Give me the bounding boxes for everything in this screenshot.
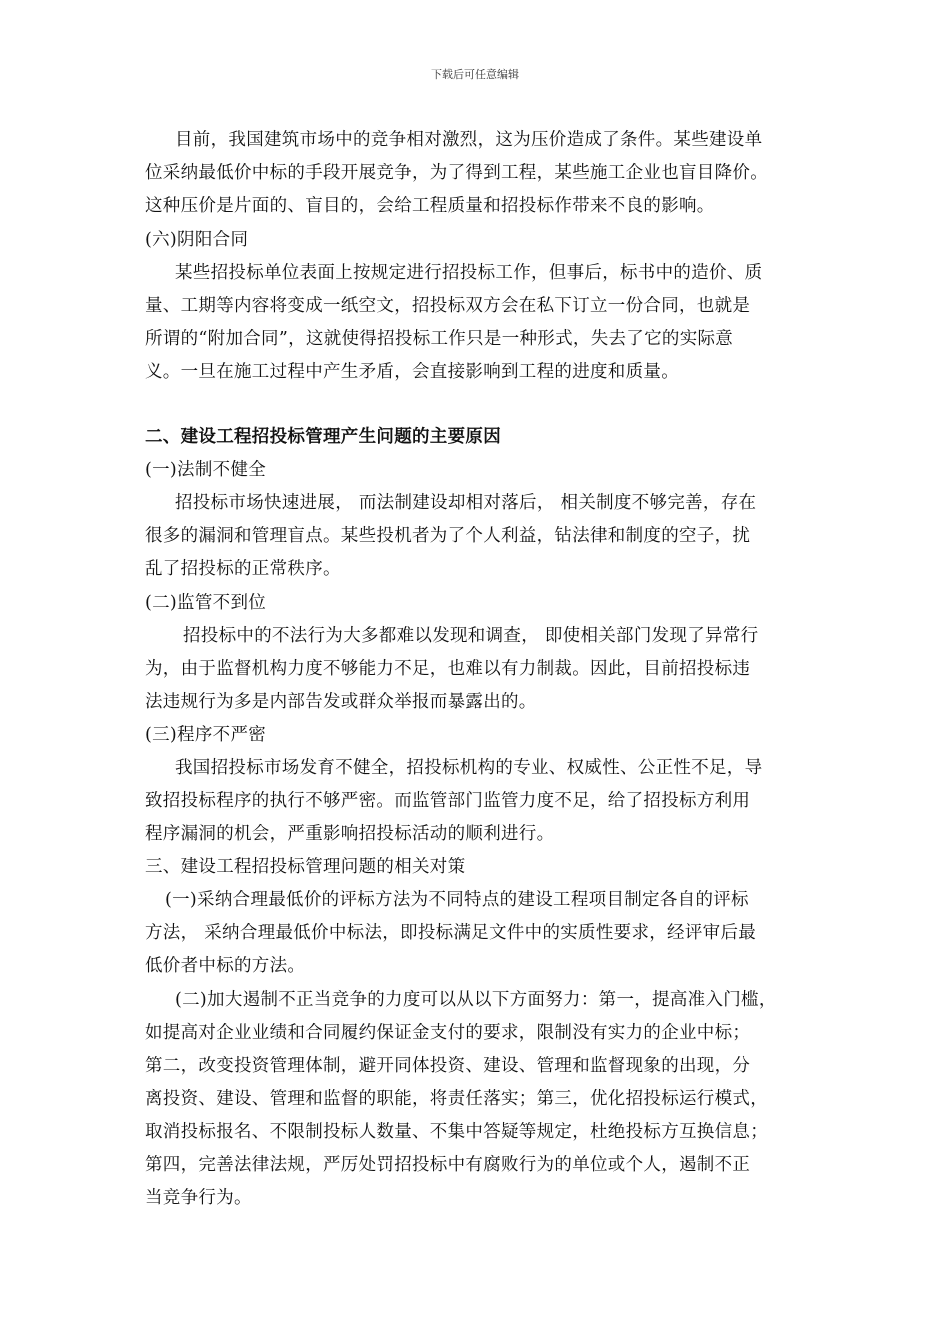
para-line: 第四，完善法律法规，严厉处罚招投标中有腐败行为的单位或个人，遏制不正 <box>145 1155 751 1175</box>
para-line: 当竞争行为。 <box>145 1188 252 1208</box>
section-heading: (二)监管不到位 <box>145 593 267 613</box>
para-line: 如提高对企业业绩和合同履约保证金支付的要求，限制没有实力的企业中标； <box>145 1023 751 1043</box>
chapter-heading: 二、建设工程招投标管理产生问题的主要原因 <box>145 427 501 447</box>
para-line: 某些招投标单位表面上按规定进行招投标工作，但事后，标书中的造价、质 <box>175 263 763 283</box>
para-line: 所谓的“附加合同”，这就使得招投标工作只是一种形式，失去了它的实际意 <box>145 329 734 349</box>
section-heading: (六)阴阳合同 <box>145 230 249 250</box>
para-line: 方法， 采纳合理最低价中标法，即投标满足文件中的实质性要求，经评审后最 <box>145 923 757 943</box>
para-line: 乱了招投标的正常秩序。 <box>145 559 341 579</box>
para-line: 为，由于监督机构力度不够能力不足，也难以有力制裁。因此，目前招投标违 <box>145 659 751 679</box>
para-line: 取消投标报名、不限制投标人数量、不集中答疑等规定，杜绝投标方互换信息； <box>145 1122 768 1142</box>
para-line: 招投标市场快速进展， 而法制建设却相对落后， 相关制度不够完善，存在 <box>175 493 757 513</box>
para-line: 致招投标程序的执行不够严密。而监管部门监管力度不足，给了招投标方利用 <box>145 791 751 811</box>
para-line: 离投资、建设、管理和监督的职能，将责任落实；第三，优化招投标运行模式， <box>145 1089 768 1109</box>
para-line: 招投标中的不法行为大多都难以发现和调查， 即使相关部门发现了异常行 <box>183 626 759 646</box>
para-line: 很多的漏洞和管理盲点。某些投机者为了个人利益，钻法律和制度的空子，扰 <box>145 526 751 546</box>
section-heading: (三)程序不严密 <box>145 725 267 745</box>
section-heading: (一)法制不健全 <box>145 460 267 480</box>
para-line: 低价者中标的方法。 <box>145 956 306 976</box>
para-line: 程序漏洞的机会，严重影响招投标活动的顺利进行。 <box>145 824 555 844</box>
para-line: (一)采纳合理最低价的评标方法为不同特点的建设工程项目制定各自的评标 <box>165 890 749 910</box>
para-line: (二)加大遏制不正当竞争的力度可以从以下方面努力：第一，提高准入门槛， <box>175 990 777 1010</box>
para-line: 第二，改变投资管理体制，避开同体投资、建设、管理和监督现象的出现，分 <box>145 1056 751 1076</box>
para-line: 我国招投标市场发育不健全，招投标机构的专业、权威性、公正性不足，导 <box>175 758 763 778</box>
para-line: 目前，我国建筑市场中的竞争相对激烈，这为压价造成了条件。某些建设单 <box>175 130 763 150</box>
page-header: 下载后可任意编辑 <box>431 68 519 81</box>
para-line: 位采纳最低价中标的手段开展竞争，为了得到工程，某些施工企业也盲目降价。 <box>145 163 768 183</box>
para-line: 法违规行为多是内部告发或群众举报而暴露出的。 <box>145 692 537 712</box>
para-line: 量、工期等内容将变成一纸空文，招投标双方会在私下订立一份合同，也就是 <box>145 296 751 316</box>
chapter-heading: 三、建设工程招投标管理问题的相关对策 <box>145 857 466 877</box>
para-line: 这种压价是片面的、盲目的，会给工程质量和招投标作带来不良的影响。 <box>145 196 715 216</box>
para-line: 义。一旦在施工过程中产生矛盾，会直接影响到工程的进度和质量。 <box>145 362 679 382</box>
